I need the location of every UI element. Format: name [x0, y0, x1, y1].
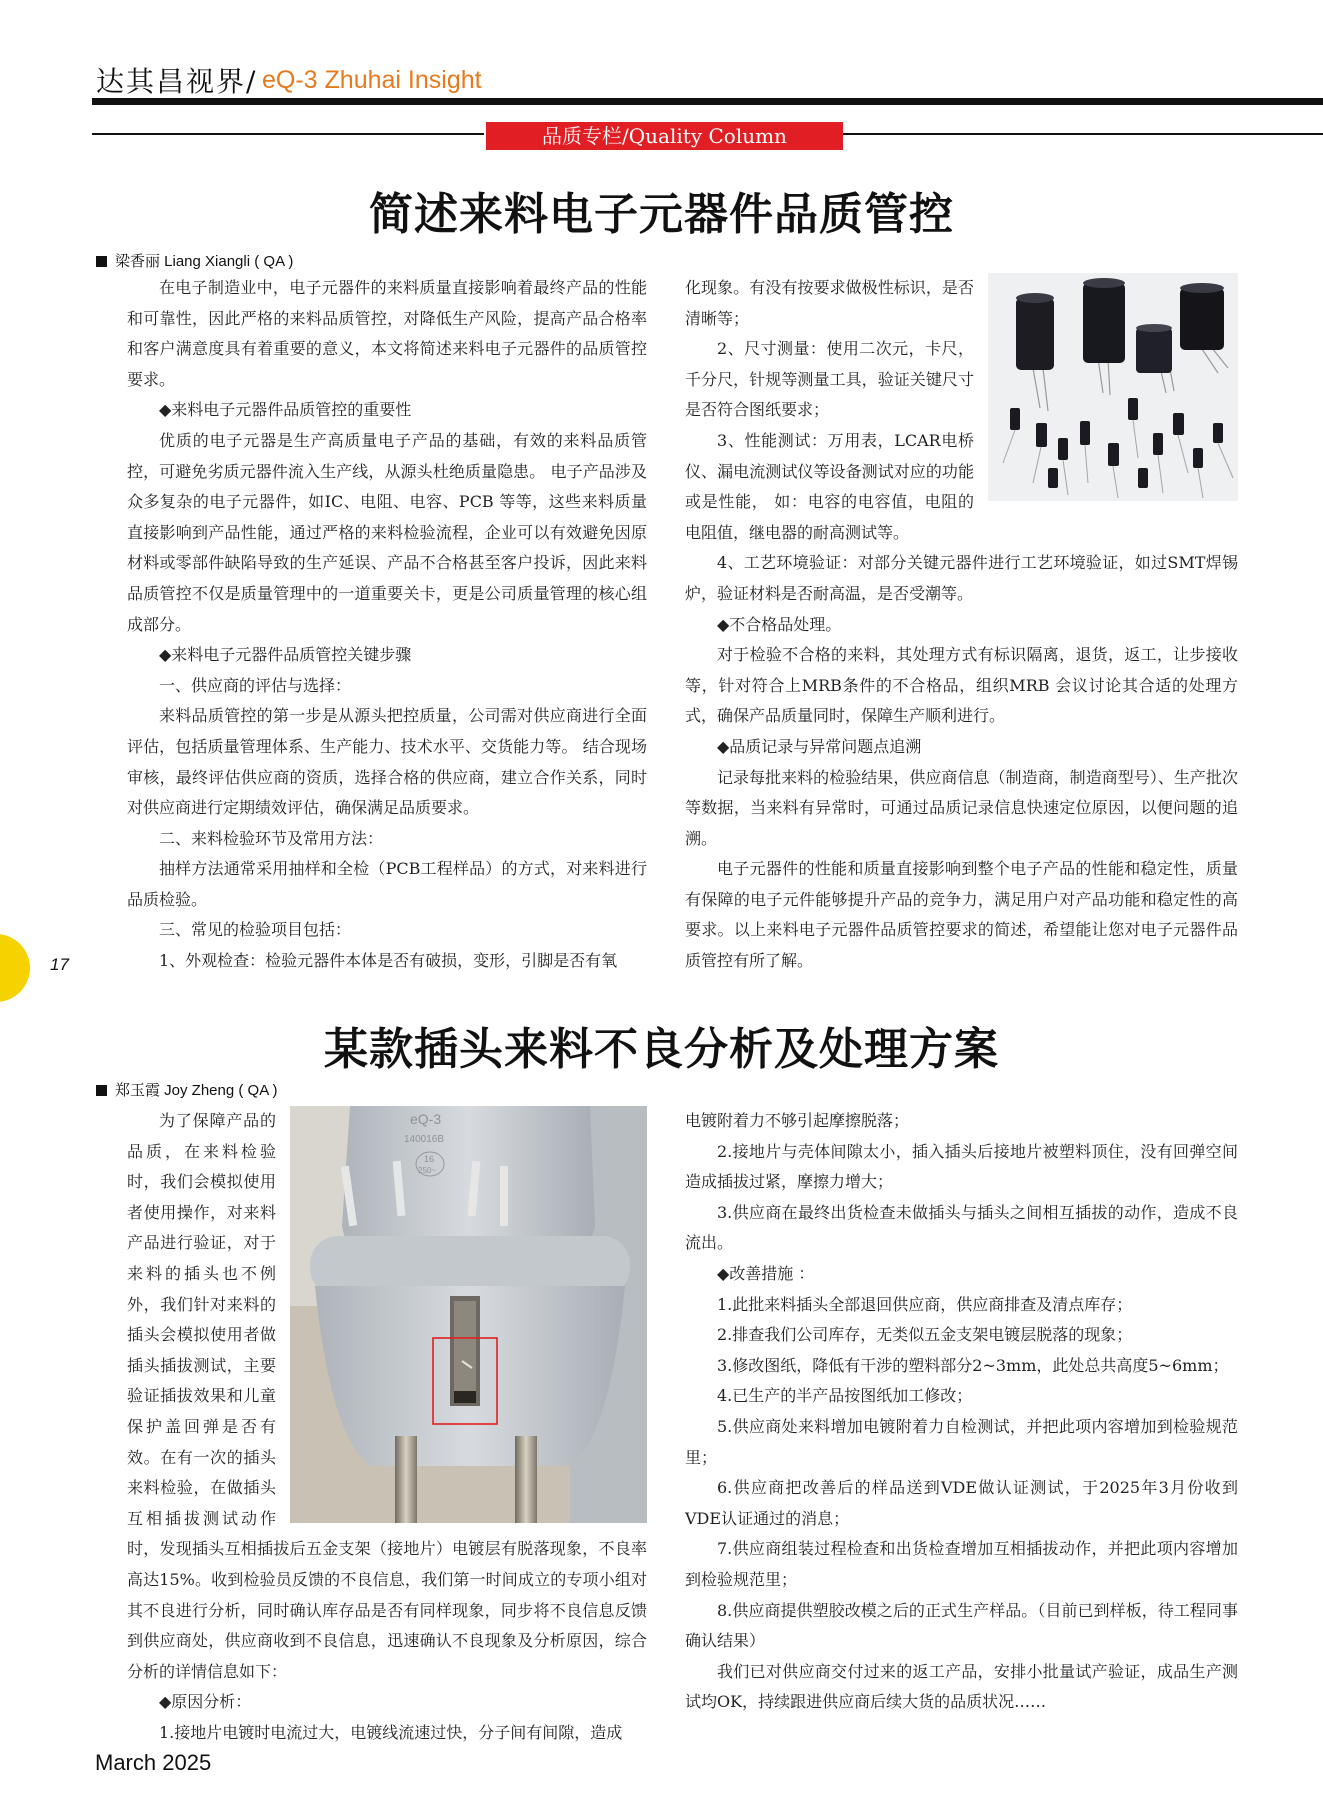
section-heading: ◆品质记录与异常问题点追溯 — [717, 736, 922, 756]
author-square-icon — [96, 1085, 107, 1096]
section-heading: ◆不合格品处理。 — [717, 614, 842, 634]
plug-rating-a: 16 — [424, 1154, 435, 1164]
magazine-brand-en: eQ-3 Zhuhai Insight — [262, 66, 482, 94]
paragraph: 电子元器件的性能和质量直接影响到整个电子产品的性能和稳定性，质量有保障的电子元件能够提升产品的竞争力，满足用户对产品功能和稳定性的高要求。以上来料电子元器件品质管控要求的简述，希望能让您对电子元器件品质管控有所了解。 — [685, 859, 1238, 971]
paragraph: 3.修改图纸，降低有干涉的塑料部分2~3mm，此处总共高度5~6mm； — [717, 1355, 1229, 1375]
capacitors-photo — [988, 273, 1238, 501]
paragraph: 电镀附着力不够引起摩擦脱落； — [685, 1111, 910, 1130]
section-heading: ◆改善措施 ： — [717, 1263, 815, 1283]
paragraph: 2.排查我们公司库存，无类似五金支架电镀层脱落的现象； — [717, 1325, 1133, 1345]
paragraph: 为了保障产品的品质，在来料检验时，我们会模拟使用者使用操作，对来料产品进行验证，对于来料的插头也不例外，我们针对来料的插头会模拟使用者做插头插拔测试，主要验证插拔效果和儿童保护盖回弹是否有效。在有一次的插头来料检验，在做插头互相插拔测试动作时，发现插头互相插拔后五金支架（接地片）电镀层有脱落现象，不良率高达15%。收到检验员反馈的不良信息，我们第一时间成立的专项小组对其不良进行分析，同时确认库存品是否有同样现象，同步将不良信息反馈到供应商处，供应商收到不良信息，迅速确认不良现象及分析原因，综合分析的详情信息如下： — [127, 1111, 647, 1681]
paragraph: 在电子制造业中，电子元器件的来料质量直接影响着最终产品的性能和可靠性，因此严格的来料品质管控，对降低生产风险，提高产品合格率和客户满意度具有着重要的意义，本文将简述来料电子元器件的品质管控要求。 — [127, 278, 647, 389]
paragraph: 一、供应商的评估与选择： — [159, 675, 352, 695]
section-heading: ◆来料电子元器件品质管控的重要性 — [159, 400, 412, 420]
plug-photo — [290, 1106, 647, 1523]
column-rule-right — [843, 133, 1323, 135]
paragraph: 我们已对供应商交付过来的返工产品，安排小批量试产验证，成品生产测试均OK，持续跟进供应商后续大货的品质状况…… — [685, 1661, 1238, 1712]
page-number: 17 — [50, 955, 69, 974]
paragraph: 优质的电子元器是生产高质量电子产品的基础，有效的来料品质管控，可避免劣质元器件流入生产线，从源头杜绝质量隐患。 电子产品涉及众多复杂的电子元器件，如IC、电阻、电容、PCB 等等，这些来料质量直接影响到产品性能，通过严格的来料检验流程，企业可以有效避免因原材料或零部件缺陷导致的生产延误、产品不合格甚至客户投诉，因此来料品质管控不仅是质量管理中的一道重要关卡，更是公司质量管理的核心组成部分。 — [127, 430, 647, 634]
paragraph: 1、外观检查：检验元器件本体是否有破损，变形，引脚是否有氧 — [159, 951, 618, 971]
article1-right-column — [685, 273, 1238, 977]
paragraph: 2.接地片与壳体间隙太小，插入插头后接地片被塑料顶住，没有回弹空间造成插拔过紧，摩擦力增大； — [685, 1141, 1238, 1192]
plug-rating-b: 250~ — [418, 1166, 437, 1175]
header-rule — [92, 98, 1323, 105]
article2-author — [96, 1079, 278, 1100]
paragraph: 化现象。有没有按要求做极性标识，是否清晰等； — [685, 278, 974, 328]
article1-left-column — [127, 273, 647, 977]
article1-author-name: 梁香丽 Liang Xiangli ( QA ) — [115, 253, 294, 270]
article1-author — [96, 250, 293, 271]
paragraph: 1.接地片电镀时电流过大，电镀线流速过快，分子间有间隙，造成 — [159, 1722, 623, 1742]
paragraph: 三、常见的检验项目包括： — [159, 920, 352, 940]
paragraph: 7.供应商组装过程检查和出货检查增加互相插拔动作，并把此项内容增加到检验规范里； — [685, 1539, 1238, 1589]
paragraph: 1.此批来料插头全部退回供应商，供应商排查及清点库存； — [717, 1294, 1133, 1314]
section-heading: ◆来料电子元器件品质管控关键步骤 — [159, 645, 412, 665]
paragraph: 对于检验不合格的来料，其处理方式有标识隔离，退货，返工，让步接收等，针对符合上MRB条件的不合格品，组织MRB 会议讨论其合适的处理方式，确保产品质量同时，保障生产顺利进行。 — [685, 645, 1238, 726]
article2-author-name: 郑玉霞 Joy Zheng ( QA ) — [115, 1082, 278, 1099]
paragraph: 记录每批来料的检验结果，供应商信息（制造商，制造商型号）、生产批次等数据，当来料有异常时，可通过品质记录信息快速定位原因，以便问题的追溯。 — [685, 767, 1238, 848]
article2-title: 某款插头来料不良分析及处理方案 — [324, 1024, 999, 1075]
article1-title: 简述来料电子元器件品质管控 — [369, 189, 954, 240]
paragraph: 3、性能测试：万用表，LCAR电桥仪、漏电流测试仪等设备测试对应的功能或是性能， 如：电容的电容值，电阻的电阻值，继电器的耐高测试等。 — [685, 430, 974, 542]
paragraph: 5.供应商处来料增加电镀附着力自检测试，并把此项内容增加到检验规范里； — [685, 1416, 1238, 1467]
page-tab — [0, 934, 30, 1002]
article2-left-column — [127, 1106, 647, 1748]
issue-date: March 2025 — [95, 1750, 212, 1775]
paragraph: 2、尺寸测量：使用二次元，卡尺，千分尺，针规等测量工具，验证关键尺寸是否符合图纸要求； — [685, 339, 974, 420]
paragraph: 抽样方法通常采用抽样和全检（PCB工程样品）的方式，对来料进行品质检验。 — [127, 859, 647, 909]
paragraph: 来料品质管控的第一步是从源头把控质量，公司需对供应商进行全面评估，包括质量管理体系、生产能力、技术水平、交货能力等。 结合现场审核，最终评估供应商的资质，选择合格的供应商，建立合作关系，同时对供应商进行定期绩效评估，确保满足品质要求。 — [127, 706, 647, 818]
column-banner: 品质专栏/Quality Column — [486, 122, 843, 150]
paragraph: 3.供应商在最终出货检查未做插头与插头之间相互插拔的动作，造成不良流出。 — [685, 1202, 1238, 1253]
magazine-brand-cn: 达其昌视界/ — [96, 65, 258, 98]
column-rule-left — [92, 133, 484, 135]
plug-code-label: 140016B — [404, 1134, 445, 1145]
paragraph: 6.供应商把改善后的样品送到VDE做认证测试，于2025年3月份收到VDE认证通过的消息； — [685, 1478, 1238, 1528]
article2-right-column — [685, 1106, 1238, 1718]
plug-brand-label: eQ-3 — [410, 1111, 442, 1127]
author-square-icon — [96, 256, 107, 267]
section-heading: ◆原因分析： — [159, 1692, 252, 1712]
paragraph: 二、来料检验环节及常用方法： — [159, 828, 384, 848]
paragraph: 8.供应商提供塑胶改模之后的正式生产样品。（目前已到样板，待工程同事确认结果） — [685, 1600, 1238, 1651]
paragraph: 4、工艺环境验证：对部分关键元器件进行工艺环境验证，如过SMT焊锡炉，验证材料是否耐高温，是否受潮等。 — [685, 553, 1238, 603]
paragraph: 4.已生产的半产品按图纸加工修改； — [717, 1386, 973, 1406]
